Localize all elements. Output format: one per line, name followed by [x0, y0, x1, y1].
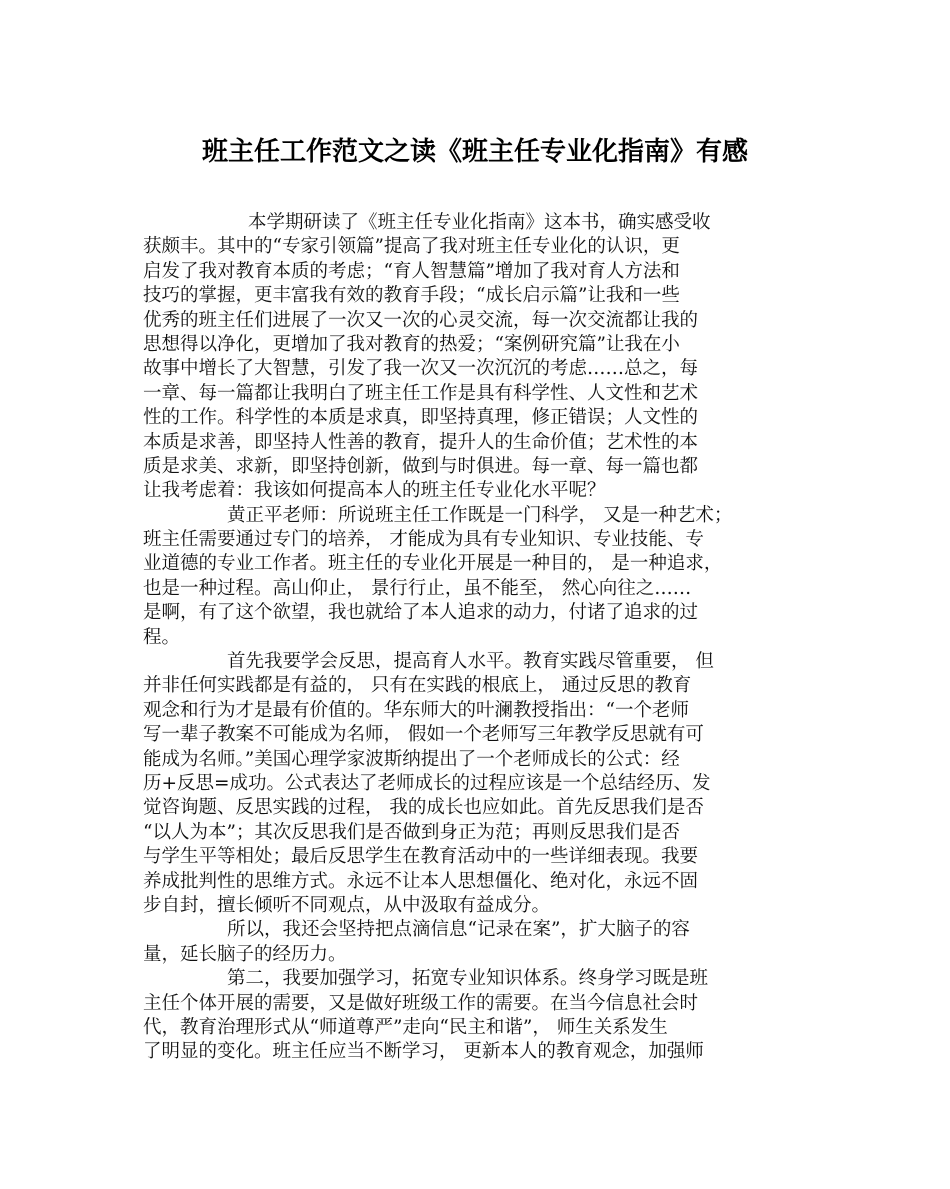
text-line: 主任个体开展的需要，又是做好班级工作的需要。在当今信息社会时	[143, 992, 699, 1014]
text-line: 技巧的掌握，更丰富我有效的教育手段；“成长启示篇”让我和一些	[143, 285, 680, 307]
text-line: 程。	[143, 626, 181, 648]
text-line: “以人为本”；其次反思我们是否做到身正为范；再则反思我们是否	[143, 821, 680, 843]
text-line: 一章、每一篇都让我明白了班主任工作是具有科学性、人文性和艺术	[143, 382, 699, 404]
text-line: 写一辈子教案不可能成为名师， 假如一个老师写三年教学反思就有可	[143, 724, 704, 746]
text-line: 启发了我对教育本质的考虑；“育人智慧篇”增加了我对育人方法和	[143, 260, 680, 282]
text-line: 步自封，擅长倾听不同观点，从中汲取有益成分。	[143, 894, 551, 916]
text-line: 与学生平等相处；最后反思学生在教育活动中的一些详细表现。我要	[143, 846, 699, 868]
text-line: 也是一种过程。高山仰止， 景行行止，虽不能至， 然心向往之……	[143, 577, 692, 599]
text-line: 优秀的班主任们进展了一次又一次的心灵交流，每一次交流都让我的	[143, 309, 699, 331]
text-line: 养成批判性的思维方式。永远不让本人思想僵化、绝对化，永远不固	[143, 870, 699, 892]
text-line: 质是求美、求新，即坚持创新，做到与时俱进。每一章、每一篇也都	[143, 455, 699, 477]
text-line: 获颇丰。其中的“专家引领篇”提高了我对班主任专业化的认识，更	[143, 236, 680, 258]
text-line: 思想得以净化，更增加了我对教育的热爱；“案例研究篇”让我在小	[143, 333, 680, 355]
text-line: 了明显的变化。班主任应当不断学习， 更新本人的教育观念，加强师	[143, 1041, 704, 1063]
text-line: 是啊，有了这个欲望，我也就给了本人追求的动力，付诸了追求的过	[143, 602, 699, 624]
text-line: 代，教育治理形式从“师道尊严”走向“民主和谐”， 师生关系发生	[143, 1016, 668, 1038]
text-line: 故事中增长了大智慧，引发了我一次又一次沉沉的考虑……总之，每	[143, 358, 699, 380]
text-line: 量，延长脑子的经历力。	[143, 943, 347, 965]
text-line: 业道德的专业工作者。班主任的专业化开展是一种目的， 是一种追求，	[143, 553, 723, 575]
text-line: 能成为名师。”美国心理学家波斯纳提出了一个老师成长的公式：经	[143, 748, 680, 770]
text-line: 班主任需要通过专门的培养， 才能成为具有专业知识、专业技能、专	[143, 529, 704, 551]
text-line: 并非任何实践都是有益的， 只有在实践的根底上， 通过反思的教育	[143, 675, 692, 697]
text-line: 性的工作。科学性的本质是求真，即坚持真理，修正错误；人文性的	[143, 407, 699, 429]
text-line: 本质是求善，即坚持人性善的教育，提升人的生命价值；艺术性的本	[143, 431, 699, 453]
text-line: 觉咨询题、反思实践的过程， 我的成长也应如此。首先反思我们是否	[143, 797, 704, 819]
text-line: 让我考虑着：我该如何提高本人的班主任专业化水平呢？	[143, 480, 606, 502]
document-title: 班主任工作范文之读《班主任专业化指南》有感	[201, 137, 748, 167]
text-line: 所以，我还会坚持把点滴信息“记录在案”，扩大脑子的容	[227, 919, 690, 941]
text-line: 历+反思=成功。公式表达了老师成长的过程应该是一个总结经历、发	[143, 772, 711, 794]
text-line: 首先我要学会反思，提高育人水平。教育实践尽管重要， 但	[227, 651, 714, 673]
text-line: 第二，我要加强学习，拓宽专业知识体系。终身学习既是班	[227, 968, 709, 990]
document-body	[143, 211, 823, 1065]
text-line: 黄正平老师：所说班主任工作既是一门科学， 又是一种艺术；	[227, 504, 733, 526]
text-line: 观念和行为才是最有价值的。华东师大的叶澜教授指出：“一个老师	[143, 699, 689, 721]
text-line: 本学期研读了《班主任专业化指南》这本书，确实感受收	[248, 212, 711, 233]
